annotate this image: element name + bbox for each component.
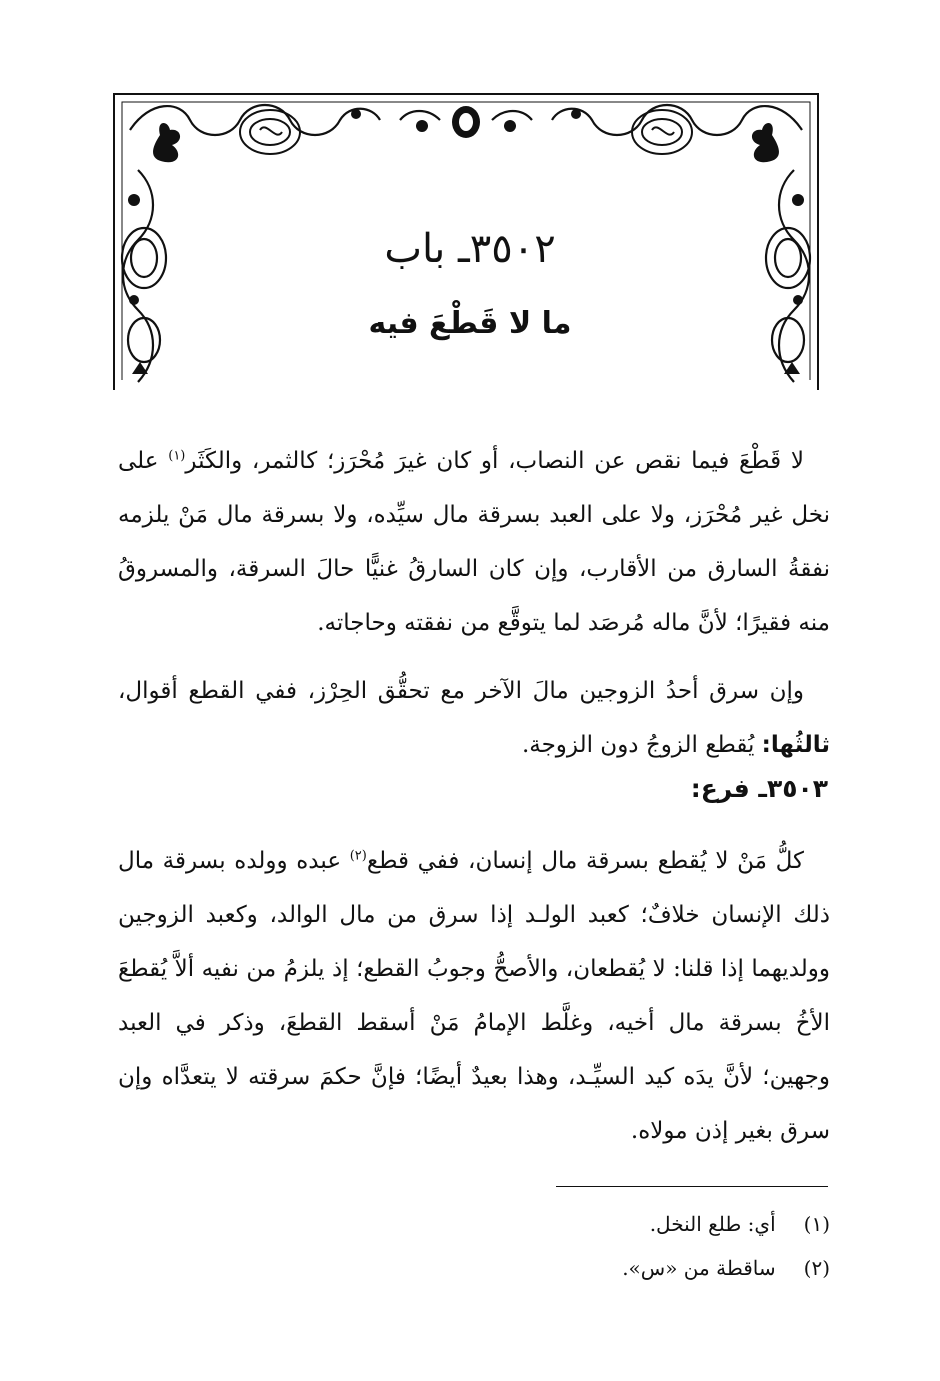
footnote-ref-1[interactable]: (١) <box>168 448 186 464</box>
paragraph-2-text-a: وإن سرق أحدُ الزوجين مالَ الآخر مع تحقُّق الحِرْز، ففي القطع أقوال، <box>118 678 804 704</box>
footnotes <box>622 1202 830 1290</box>
footnote-ref-2[interactable]: (٢) <box>349 848 367 864</box>
paragraph-1 <box>118 434 830 650</box>
footnote-text: أي: طلع النخل. <box>649 1212 776 1236</box>
chapter-title: ما لا قَطْعَ فيه <box>368 306 572 341</box>
paragraph-3-text-b: عبده وولده بسرقة مال ذلك الإنسان خلافٌ؛ كعبد الولـد إذا سرق من مال الوالد، وكعبد الزوجين وولديهما إذا قلنا: لا يُقطعان، والأصحُّ وجوبُ القطع؛ إذ يلزمُ من نفيه ألاَّ يُقطعَ الأخُ بسرقة مال أخيه، وغلَّط الإمامُ مَنْ أسقط القطعَ، وذكر في العبد وجهين؛ لأنَّ يدَه كيد السيِّـد، وهذا بعيدٌ أيضًا؛ فإنَّ حكمَ سرقته لا يتعدَّاه وإن سرق بغير إذن مولاه. <box>118 848 830 1144</box>
paragraph-2 <box>118 664 830 772</box>
footnote-divider <box>556 1186 828 1187</box>
paragraph-2-text-b: يُقطع الزوجُ دون الزوجة. <box>521 732 755 758</box>
footnote-number: (٢) <box>803 1256 830 1280</box>
paragraph-1-text-a: لا قَطْعَ فيما نقص عن النصاب، أو كان غيرَ مُحْرَز؛ كالثمر، والكَثَر <box>185 448 804 474</box>
footnote-text: ساقطة من «س». <box>622 1256 776 1280</box>
footnote-1 <box>622 1202 830 1246</box>
paragraph-2-bold-label: ثالثُها: <box>761 732 830 758</box>
section-heading: ٣٥٠٣ـ فرع: <box>690 774 828 803</box>
chapter-number: ٣٥٠٢ـ باب <box>384 226 556 272</box>
footnote-2 <box>622 1246 830 1290</box>
paragraph-3 <box>118 834 830 1158</box>
footnote-number: (١) <box>803 1212 830 1236</box>
paragraph-3-text-a: كلُّ مَنْ لا يُقطع بسرقة مال إنسان، ففي قطع <box>366 848 804 874</box>
paragraph-1-text-b: على نخل غير مُحْرَز، ولا على العبد بسرقة مال سيِّده، ولا بسرقة مال مَنْ يلزمه نفقةُ السارق من الأقارب، وإن كان السارقُ غنيًّا حالَ السرقة، والمسروقُ منه فقيرًا؛ لأنَّ ماله مُرصَد لما يتوقَّع من نفقته وحاجاته. <box>118 448 830 636</box>
